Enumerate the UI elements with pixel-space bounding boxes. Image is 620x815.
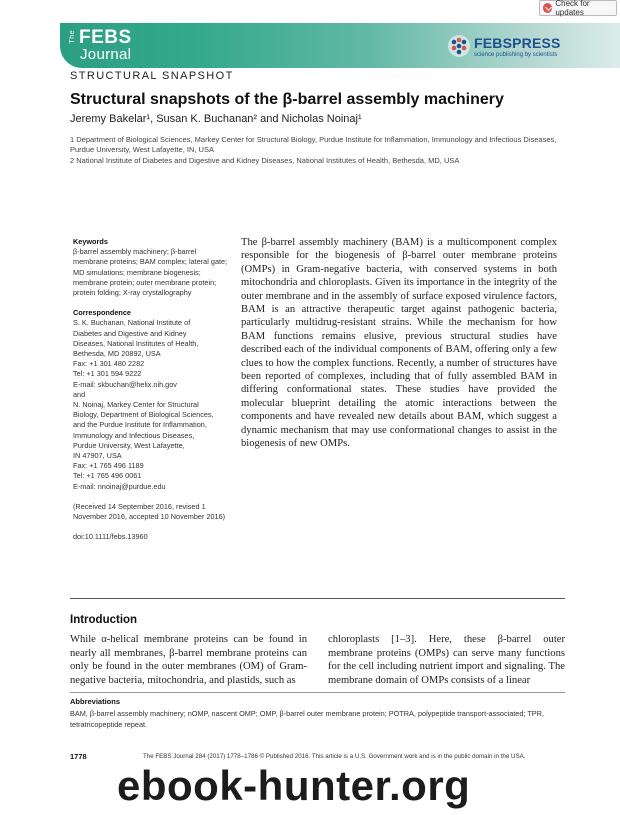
keywords-heading: Keywords	[73, 237, 108, 246]
intro-column-1: While α-helical membrane proteins can be found in nearly all membranes, β-barrel membrane proteins can only be found in the outer membranes (OM) of Gram-negative bacteria, mitochondria, and plastids, such as	[70, 634, 307, 686]
publisher-tagline: science publishing by scientists	[474, 52, 558, 58]
introduction-heading: Introduction	[70, 614, 138, 626]
correspondence-line: Diabetes and Digestive and Kidney	[73, 328, 187, 338]
affiliation-2: 2 National Institute of Diabetes and Digestive and Kidney Diseases, National Institutes of Health, Bethesda, MD, USA	[70, 156, 460, 165]
abbreviations-heading: Abbreviations	[70, 697, 121, 706]
correspondence-line: Tel: +1 301 594 9222	[73, 369, 142, 379]
check-updates-label: Check for updates	[555, 0, 590, 17]
page-number: 1778	[70, 752, 87, 761]
correspondence-line: N. Noinaj, Markey Center for Structural	[73, 400, 199, 410]
febs-press-logo-icon	[447, 34, 471, 58]
journal-logo-the: The	[69, 30, 76, 44]
correspondence-line: Diseases, National Institutes of Health,	[73, 338, 199, 348]
abstract-text: The β-barrel assembly machinery (BAM) is a multicomponent complex responsible for the biogenesis of β-barrel outer membrane proteins (OMPs) in Gram-negative bacteria, with conserved systems in both mitochondria and chloroplasts. Given its importance in the integrity of the outer membrane and in the assembly of surface exposed virulence factors, BAM is an attractive therapeutic target against pathogenic bacteria, particularly multidrug-resistant strains. While the mechanism for how BAM functions remains elusive, previous structural studies have described each of the individual components of BAM, offering only a few clues to how the complex functions. Recently, a number of structures have been reported of complexes, including that of fully assembled BAM in differing conformational states. These studies have provided the molecular blueprint detailing the atomic interactions between the components and have revealed new details about BAM, which suggest a dynamic mechanism that may use conformational changes to assist in the biogenesis of new OMPs.	[241, 237, 557, 450]
correspondence-line: Tel: +1 765 496 0061	[73, 471, 142, 481]
check-for-updates-button[interactable]	[539, 0, 617, 16]
watermark-text: ebook-hunter.org	[117, 762, 471, 809]
affiliation-1: 1 Department of Biological Sciences, Markey Center for Structural Biology, Purdue Institute for Inflammation, Immunology and Infectious Diseases, Purdue University, West Lafayette, IN, USA	[70, 135, 557, 154]
correspondence-email[interactable]: E-mail: skbuchan@helix.nih.gov	[73, 379, 177, 389]
sidebar	[73, 237, 233, 542]
abbreviations-divider	[70, 692, 565, 693]
abbreviations-text: BAM, β-barrel assembly machinery; nOMP, nascent OMP; OMP, β-barrel outer membrane protein; POTRA, polypeptide transport-associated; TPR, tetratricopeptide repeat.	[70, 709, 544, 729]
intro-column-2: chloroplasts [1–3]. Here, these β-barrel outer membrane proteins (OMPs) can serve many functions for the cell including nutrient import and signaling. The membrane domain of OMPs consists of a linear	[328, 634, 565, 686]
journal-logo-sub: Journal	[80, 46, 132, 63]
correspondence-line: Bethesda, MD 20892, USA	[73, 349, 161, 359]
keywords-text: β-barrel assembly machinery; β-barrel membrane proteins; BAM complex; lateral gate; MD simulations; membrane biogenesis; membrane protein; outer membrane protein; protein folding; X-ray crystallography	[73, 247, 228, 298]
correspondence-line: S. K. Buchanan, National Institute of	[73, 318, 191, 328]
received-dates: (Received 14 September 2016, revised 1 November 2016, accepted 10 November 2016)	[73, 501, 226, 522]
correspondence-line: Immunology and Infectious Diseases,	[73, 430, 195, 440]
correspondence-line: Purdue University, West Lafayette,	[73, 440, 185, 450]
correspondence-line: and the Purdue Institute for Inflammation,	[73, 420, 207, 430]
correspondence-line: IN 47907, USA	[73, 451, 122, 461]
correspondence-heading: Correspondence	[73, 308, 131, 318]
article-authors: Jeremy Bakelar¹, Susan K. Buchanan² and Nicholas Noinaj¹	[70, 113, 362, 125]
correspondence-email[interactable]: E-mail: nnoinaj@purdue.edu	[73, 481, 166, 491]
publisher-name: FEBSPRESS	[474, 35, 561, 51]
section-divider	[70, 598, 565, 599]
section-label: STRUCTURAL SNAPSHOT	[70, 70, 234, 82]
correspondence-line: Fax: +1 765 496 1189	[73, 461, 144, 471]
correspondence-line: and	[73, 389, 86, 399]
correspondence-line: Fax: +1 301 480 2282	[73, 359, 145, 369]
check-updates-icon	[543, 3, 552, 13]
journal-logo-name: FEBS	[79, 27, 132, 48]
doi-link[interactable]: doi:10.1111/febs.13960	[73, 532, 148, 542]
footer-citation: The FEBS Journal 284 (2017) 1778–1786 © Published 2016. This article is a U.S. Government work and is in the public domain in the USA.	[143, 753, 526, 760]
article-title: Structural snapshots of the β-barrel assembly machinery	[70, 91, 504, 108]
correspondence-line: Biology, Department of Biological Sciences,	[73, 410, 214, 420]
